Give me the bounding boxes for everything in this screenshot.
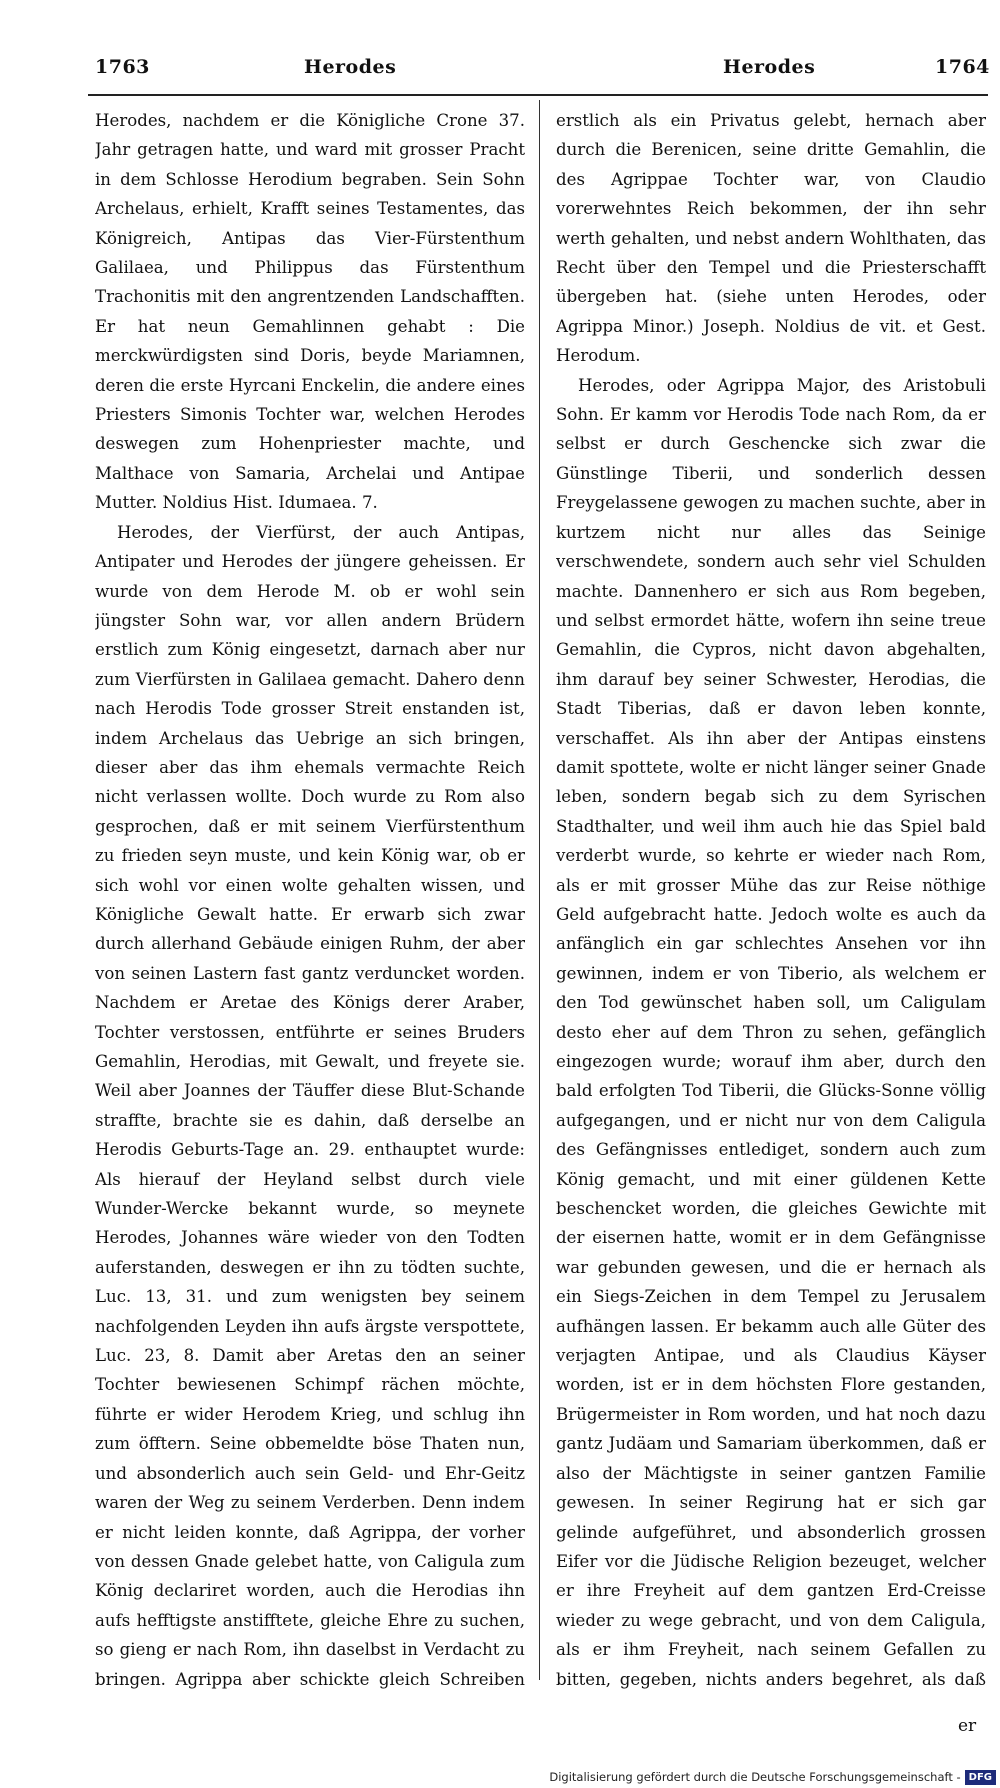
footer-text: Digitalisierung gefördert durch die Deutsche Forschungsgemeinschaft - — [549, 1770, 961, 1784]
running-title-right: Herodes — [723, 56, 816, 78]
column-divider — [539, 100, 540, 1680]
dfg-logo-icon: DFG — [965, 1770, 996, 1785]
paragraph: erstlich als ein Privatus gelebt, hernach aber durch die Berenicen, seine dritte Gemahlin, die des Agrippae Tochter war, von Claudio vorerwehntes Reich bekommen, der ihn sehr werth gehalten, und nebst andern Wohlthaten, das Recht über den Tempel und die Priesterschafft übergeben hat. (siehe unten Herodes, oder Agrippa Minor.) Joseph. Noldius de vit. et Gest. Herodum. — [556, 111, 986, 366]
text-column-left — [95, 106, 525, 1696]
catchword: er — [958, 1716, 977, 1736]
running-title-left: Herodes — [304, 56, 397, 78]
paragraph: Herodes, der Vierfürst, der auch Antipas, Antipater und Herodes der jüngere geheissen. Er wurde von dem Herode M. ob er wohl sein jüngster Sohn war, vor allen andern Brüdern erstlich zum König eingesetzt, darnach aber nur zum Vierfürsten in Galilaea gemacht. Dahero denn nach Herodis Tode grosser Streit enstanden ist, indem Archelaus das Uebrige an sich bringen, dieser aber das ihm ehemals vermachte Reich nicht verlassen wollte. Doch wurde zu Rom also gesprochen, daß er mit seinem Vierfürstenthum zu frieden seyn muste, und kein König war, ob er sich wohl vor einen wolte gehalten wissen, und Königliche Gewalt hatte. Er erwarb sich zwar durch allerhand Gebäude einigen Ruhm, der aber von seinen Lastern fast gantz verduncket worden. Nachdem er Aretae des Königs derer Araber, Tochter verstossen, entführte er seines Bruders Gemahlin, Herodias, mit Gewalt, und freyete sie. Weil aber Joannes der Täuffer diese Blut-Schande straffte, brachte sie es dahin, daß derselbe an Herodis Geburts-Tage an. 29. enthauptet wurde: Als hierauf der Heyland selbst durch viele Wunder-Wercke bekannt wurde, so meynete Herodes, Johannes wäre wieder von den Todten auferstanden, deswegen er ihn zu tödten suchte, Luc. 13, 31. und zum wenigsten bey seinem nachfolgenden Leyden ihn aufs ärgste verspottete, Luc. 23, 8. Damit aber Aretas den an seiner Tochter bewiesenen Schimpf rächen möchte, führte er wider Herodem Krieg, und schlug ihn zum öfftern. Seine obbemeldte böse Thaten nun, und absonderlich auch sein Geld- und Ehr-Geitz waren der Weg zu seinem Verderben. Denn indem er nicht leiden konnte, daß Agrippa, der vorher von dessen Gnade gelebet hatte, von Caligula zum König declariret worden, auch die Herodias ihn aufs hefftigste anstifftete, gleiche Ehre zu suchen, so gieng er nach Rom, ihn daselbst in Verdacht zu bringen. Agrippa aber schickte gleich Schreiben — [95, 522, 525, 1689]
page-number-left: 1763 — [95, 56, 150, 78]
digitization-footer — [549, 1766, 1000, 1788]
header-rule — [88, 94, 988, 96]
text-column-right — [556, 106, 986, 1696]
paragraph: Herodes, oder Agrippa Major, des Aristobuli Sohn. Er kamm vor Herodis Tode nach Rom, da er selbst er durch Geschencke sich zwar die Günstlinge Tiberii, und sonderlich dessen Freygelassene gewogen zu machen suchte, aber in kurtzem nicht nur alles das Seinige verschwendete, sondern auch sehr viel Schulden machte. Dannenhero er sich aus Rom begeben, und selbst ermordet hätte, wofern ihn seine treue Gemahlin, die Cypros, nicht davon abgehalten, ihm darauf bey seiner Schwester, Herodias, die Stadt Tiberias, daß er davon leben konnte, verschaffet. Als ihn aber der Antipas einstens damit spottete, wolte er nicht länger seiner Gnade leben, sondern begab sich zu dem Syrischen Stadthalter, und weil ihm auch hie das Spiel bald verderbt wurde, so kehrte er wieder nach Rom, als er mit grosser Mühe das zur Reise nöthige Geld aufgebracht hatte. Jedoch wolte es auch da anfänglich ein gar schlechtes Ansehen vor ihn gewinnen, indem er von Tiberio, als welchem er den Tod gewünschet haben soll, um Caligulam desto eher auf dem Thron zu sehen, gefänglich eingezogen wurde; worauf ihm aber, durch den bald erfolgten Tod Tiberii, die Glücks-Sonne völlig aufgegangen, und er nicht nur von dem Caligula des Gefängnisses entlediget, sondern auch zum König gemacht, und mit einer güldenen Kette beschencket worden, die gleiches Gewichte mit der eisernen hatte, womit er in dem Gefängnisse war gebunden gewesen, und die er hernach als ein Siegs-Zeichen in dem Tempel zu Jerusalem aufhängen lassen. Er bekamm auch alle Güter des verjagten Antipae, und als Claudius Käyser worden, ist er in dem höchsten Flore gestanden, Brügermeister in Rom worden, und hat noch dazu gantz Judäam und Samariam überkommen, daß er also der Mächtigste in seiner gantzen Familie gewesen. In seiner Regirung hat er sich gar gelinde aufgeführet, und absonderlich grossen Eifer vor die Jüdische Religion bezeuget, welcher er ihre Freyheit auf dem gantzen Erd-Creisse wieder zu wege gebracht, und von dem Caligula, als er ihm Freyheit, nach seinem Gefallen zu bitten, gegeben, nichts anders begehret, als daß — [556, 375, 986, 1689]
page-number-right: 1764 — [935, 56, 990, 78]
paragraph: Herodes, nachdem er die Königliche Crone 37. Jahr getragen hatte, und ward mit grosser Pracht in dem Schlosse Herodium begraben. Sein Sohn Archelaus, erhielt, Krafft seines Testamentes, das Königreich, Antipas das Vier-Fürstenthum Galilaea, und Philippus das Fürstenthum Trachonitis mit den angrentzenden Landschafften. Er hat neun Gemahlinnen gehabt : Die merckwürdigsten sind Doris, beyde Mariamnen, deren die erste Hyrcani Enckelin, die andere eines Priesters Simonis Tochter war, welchen Herodes deswegen zum Hohenpriester machte, und Malthace von Samaria, Archelai und Antipae Mutter. Noldius Hist. Idumaea. 7. — [95, 111, 525, 513]
